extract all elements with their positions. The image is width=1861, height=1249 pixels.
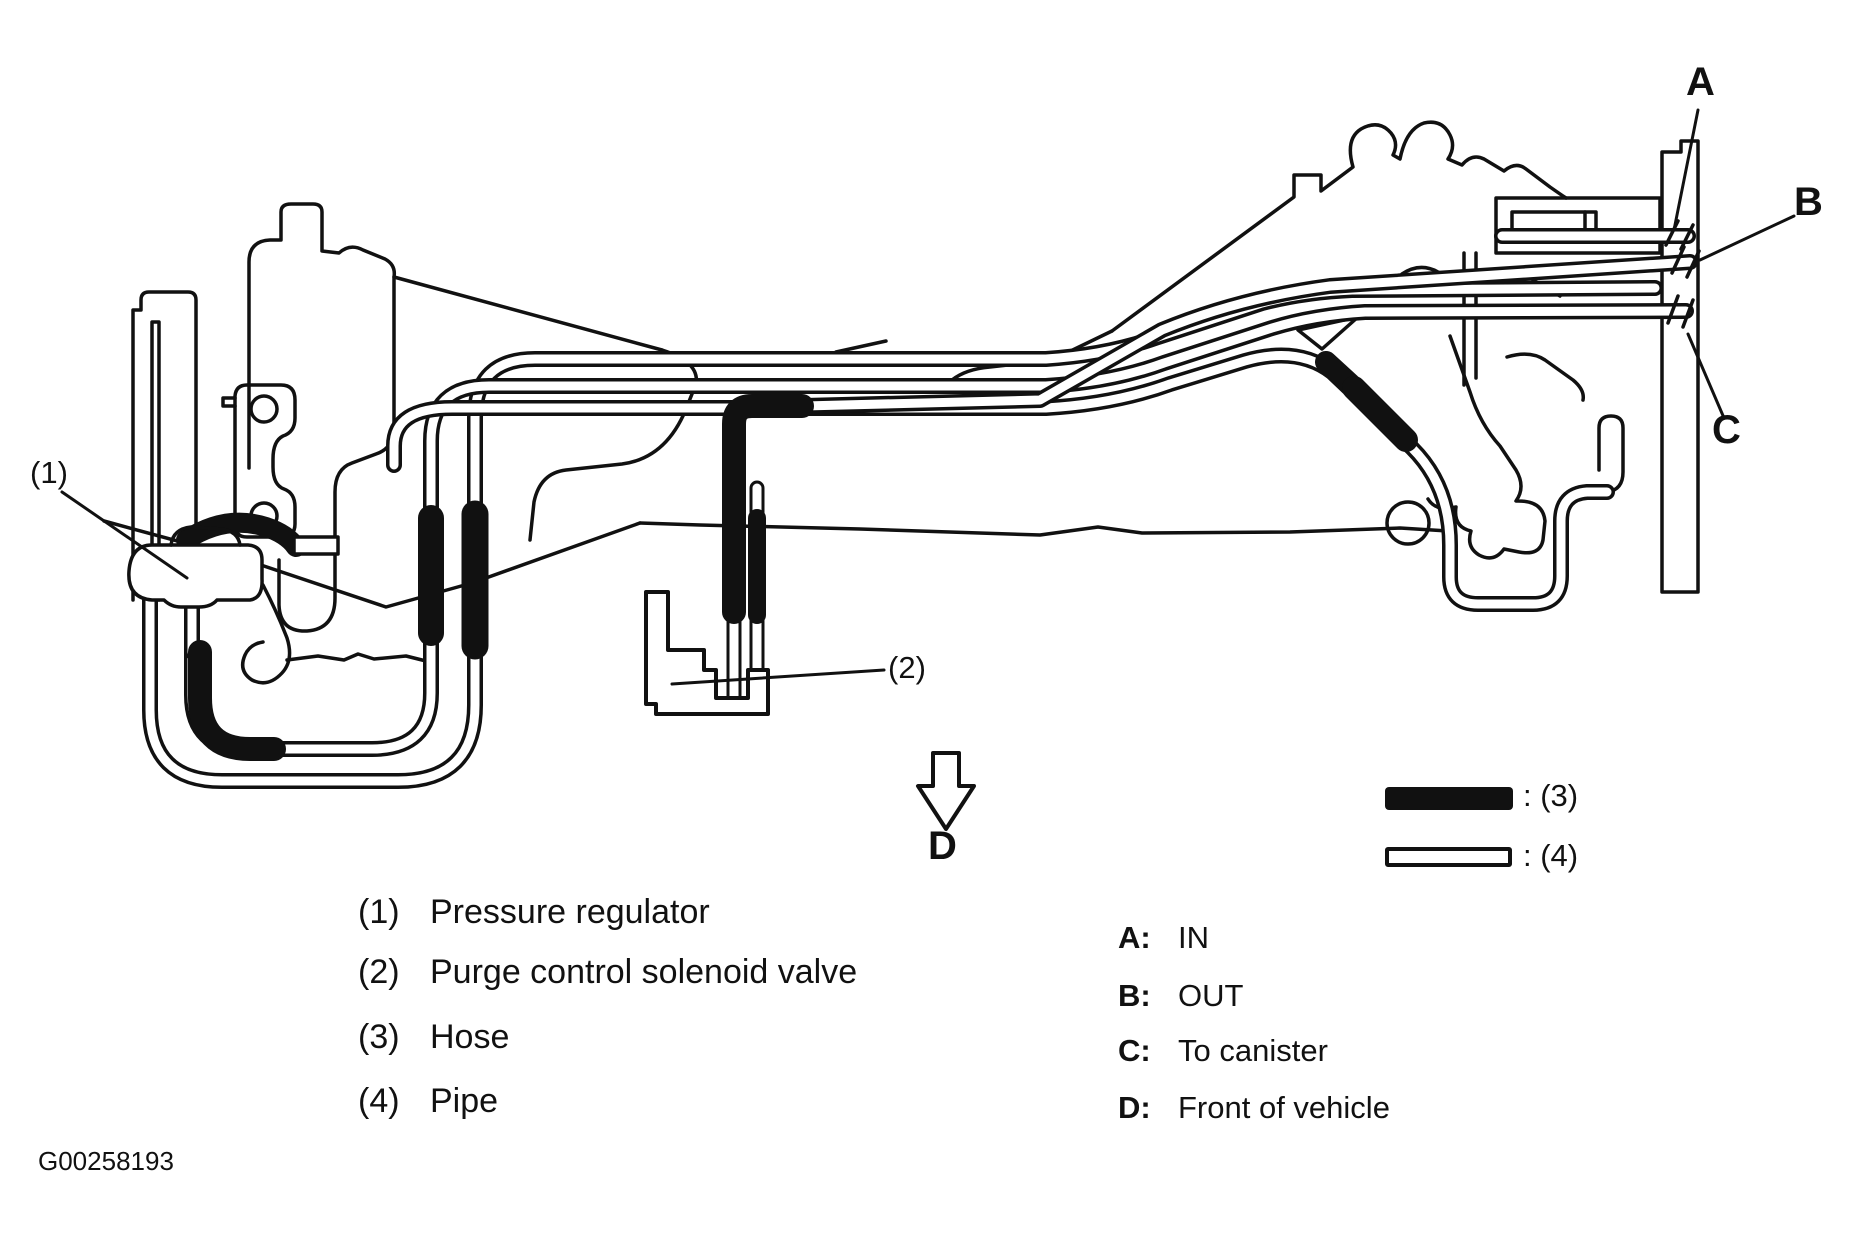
direction-label: IN	[1178, 920, 1209, 955]
part-number: (2)	[358, 953, 400, 991]
direction-letter: D:	[1118, 1090, 1151, 1125]
parts-list-item	[358, 1018, 509, 1057]
callout-c-label: C	[1712, 408, 1742, 452]
direction-letter: B:	[1118, 978, 1151, 1013]
callout-2-label: (2)	[888, 650, 926, 685]
front-of-vehicle-arrow-icon	[918, 753, 974, 829]
canister-hook	[1599, 416, 1623, 492]
pipe-swatch	[1385, 847, 1512, 867]
direction-list-item	[1118, 920, 1209, 956]
part-label: Pipe	[430, 1082, 499, 1120]
direction-letter: C:	[1118, 1033, 1151, 1068]
part-label: Purge control solenoid valve	[430, 953, 858, 991]
part-number: (1)	[358, 893, 400, 931]
callout-1-label: (1)	[30, 455, 68, 490]
parts-list-item	[358, 1082, 498, 1121]
engine-left-outline	[104, 204, 1448, 683]
pipe-swatch-label: : (4)	[1523, 838, 1579, 873]
parts-list-item	[358, 893, 710, 932]
engine-ear-detail	[1387, 502, 1429, 544]
direction-list-item	[1118, 978, 1243, 1014]
regulator-stub	[294, 537, 338, 554]
part-label: Hose	[430, 1018, 510, 1056]
parts-list-item	[358, 953, 857, 992]
direction-label: OUT	[1178, 978, 1244, 1013]
callout-a-label: A	[1686, 60, 1716, 104]
callout-d-label: D	[928, 824, 958, 868]
part-number: (3)	[358, 1018, 400, 1056]
mounting-plate	[1662, 141, 1698, 592]
direction-label: To canister	[1178, 1033, 1328, 1068]
pipe-runs	[150, 236, 1690, 781]
direction-letter: A:	[1118, 920, 1151, 955]
direction-list-item	[1118, 1033, 1328, 1069]
pipe-bracket	[1496, 198, 1660, 253]
part-number: (4)	[358, 1082, 400, 1120]
hose-swatch-label: : (3)	[1523, 778, 1579, 813]
figure-code: G00258193	[38, 1146, 174, 1176]
part-label: Pressure regulator	[430, 893, 710, 931]
hose-sections	[186, 362, 1406, 749]
hose-swatch	[1385, 787, 1513, 810]
direction-list-item	[1118, 1090, 1390, 1126]
callout-b-label: B	[1794, 180, 1824, 224]
direction-label: Front of vehicle	[1178, 1090, 1390, 1125]
